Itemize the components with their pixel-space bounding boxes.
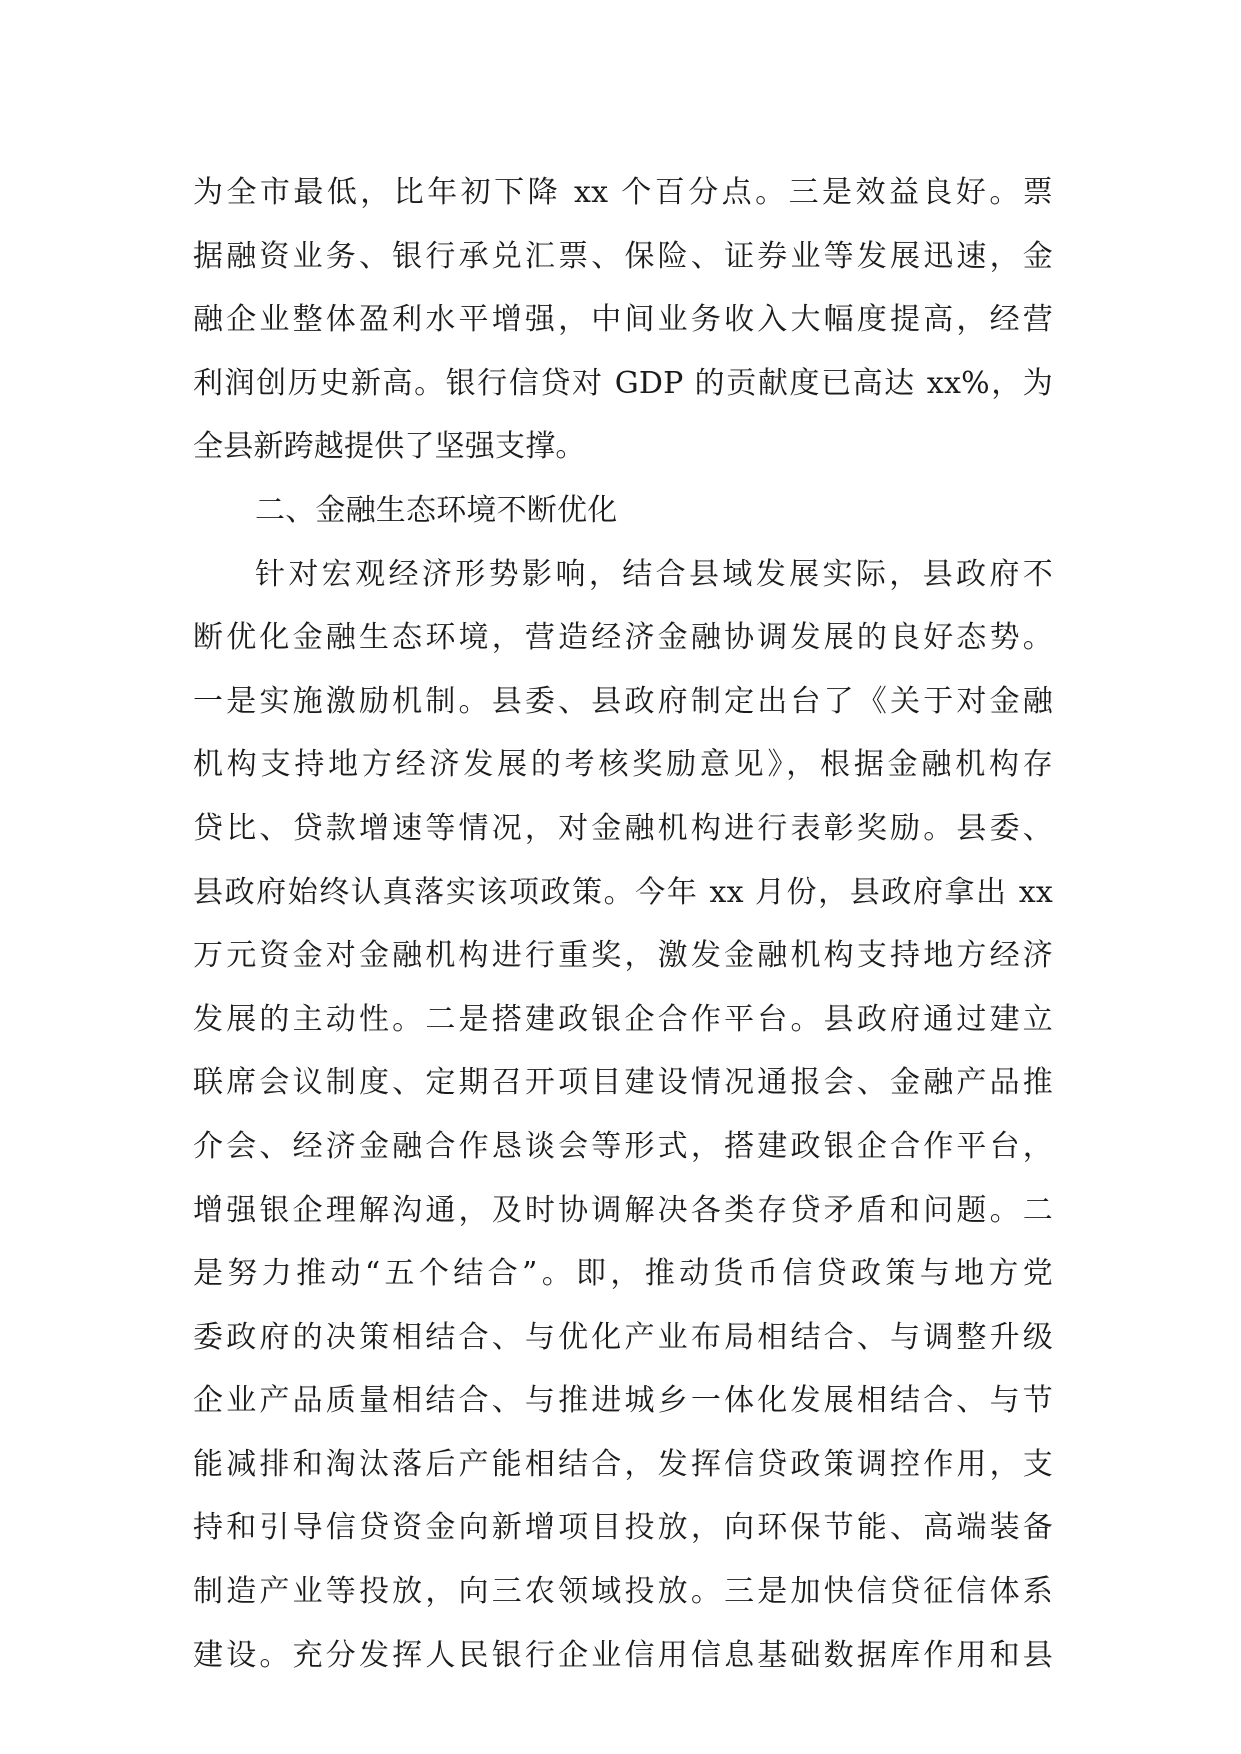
- text-line: 增强银企理解沟通，及时协调解决各类存贷矛盾和问题。二: [193, 1192, 1053, 1228]
- text-line: 利润创历史新高。银行信贷对 GDP 的贡献度已高达 xx%，为: [193, 365, 1053, 401]
- text-line: 为全市最低，比年初下降 xx 个百分点。三是效益良好。票: [193, 175, 1053, 210]
- text-line: 融企业整体盈利水平增强，中间业务收入大幅度提高，经营: [193, 302, 1053, 338]
- text-line: 机构支持地方经济发展的考核奖励意见》，根据金融机构存: [193, 747, 1053, 783]
- text-line: 建设。充分发挥人民银行企业信用信息基础数据库作用和县: [193, 1637, 1053, 1673]
- text-line: 据融资业务、银行承兑汇票、保险、证券业等发展迅速，金: [193, 238, 1053, 274]
- text-line: 制造产业等投放，向三农领域投放。三是加快信贷征信体系: [193, 1574, 1053, 1610]
- text-line: 能减排和淘汰落后产能相结合，发挥信贷政策调控作用，支: [193, 1446, 1053, 1482]
- text-line: 万元资金对金融机构进行重奖，激发金融机构支持地方经济: [193, 938, 1053, 974]
- text-line: 是努力推动“五个结合”。即，推动货币信贷政策与地方党: [193, 1256, 1053, 1292]
- text-line: 发展的主动性。二是搭建政银企合作平台。县政府通过建立: [193, 1001, 1053, 1037]
- text-line: 介会、经济金融合作恳谈会等形式，搭建政银企合作平台，: [193, 1128, 1053, 1164]
- text-line: 全县新跨越提供了坚强支撑。: [193, 429, 586, 465]
- text-line: 针对宏观经济形势影响，结合县域发展实际，县政府不: [255, 556, 1053, 592]
- document-body: [193, 161, 1053, 1687]
- section-heading: 二、金融生态环境不断优化: [255, 492, 618, 528]
- text-line: 委政府的决策相结合、与优化产业布局相结合、与调整升级: [193, 1319, 1053, 1355]
- text-line: 持和引导信贷资金向新增项目投放，向环保节能、高端装备: [193, 1510, 1053, 1546]
- text-line: 断优化金融生态环境，营造经济金融协调发展的良好态势。: [193, 620, 1053, 656]
- text-line: 联席会议制度、定期召开项目建设情况通报会、金融产品推: [193, 1065, 1053, 1101]
- text-line: 一是实施激励机制。县委、县政府制定出台了《关于对金融: [193, 683, 1053, 719]
- text-line: 县政府始终认真落实该项政策。今年 xx 月份，县政府拿出 xx: [193, 874, 1053, 910]
- text-line: 企业产品质量相结合、与推进城乡一体化发展相结合、与节: [193, 1383, 1053, 1419]
- text-line: 贷比、贷款增速等情况，对金融机构进行表彰奖励。县委、: [193, 810, 1053, 846]
